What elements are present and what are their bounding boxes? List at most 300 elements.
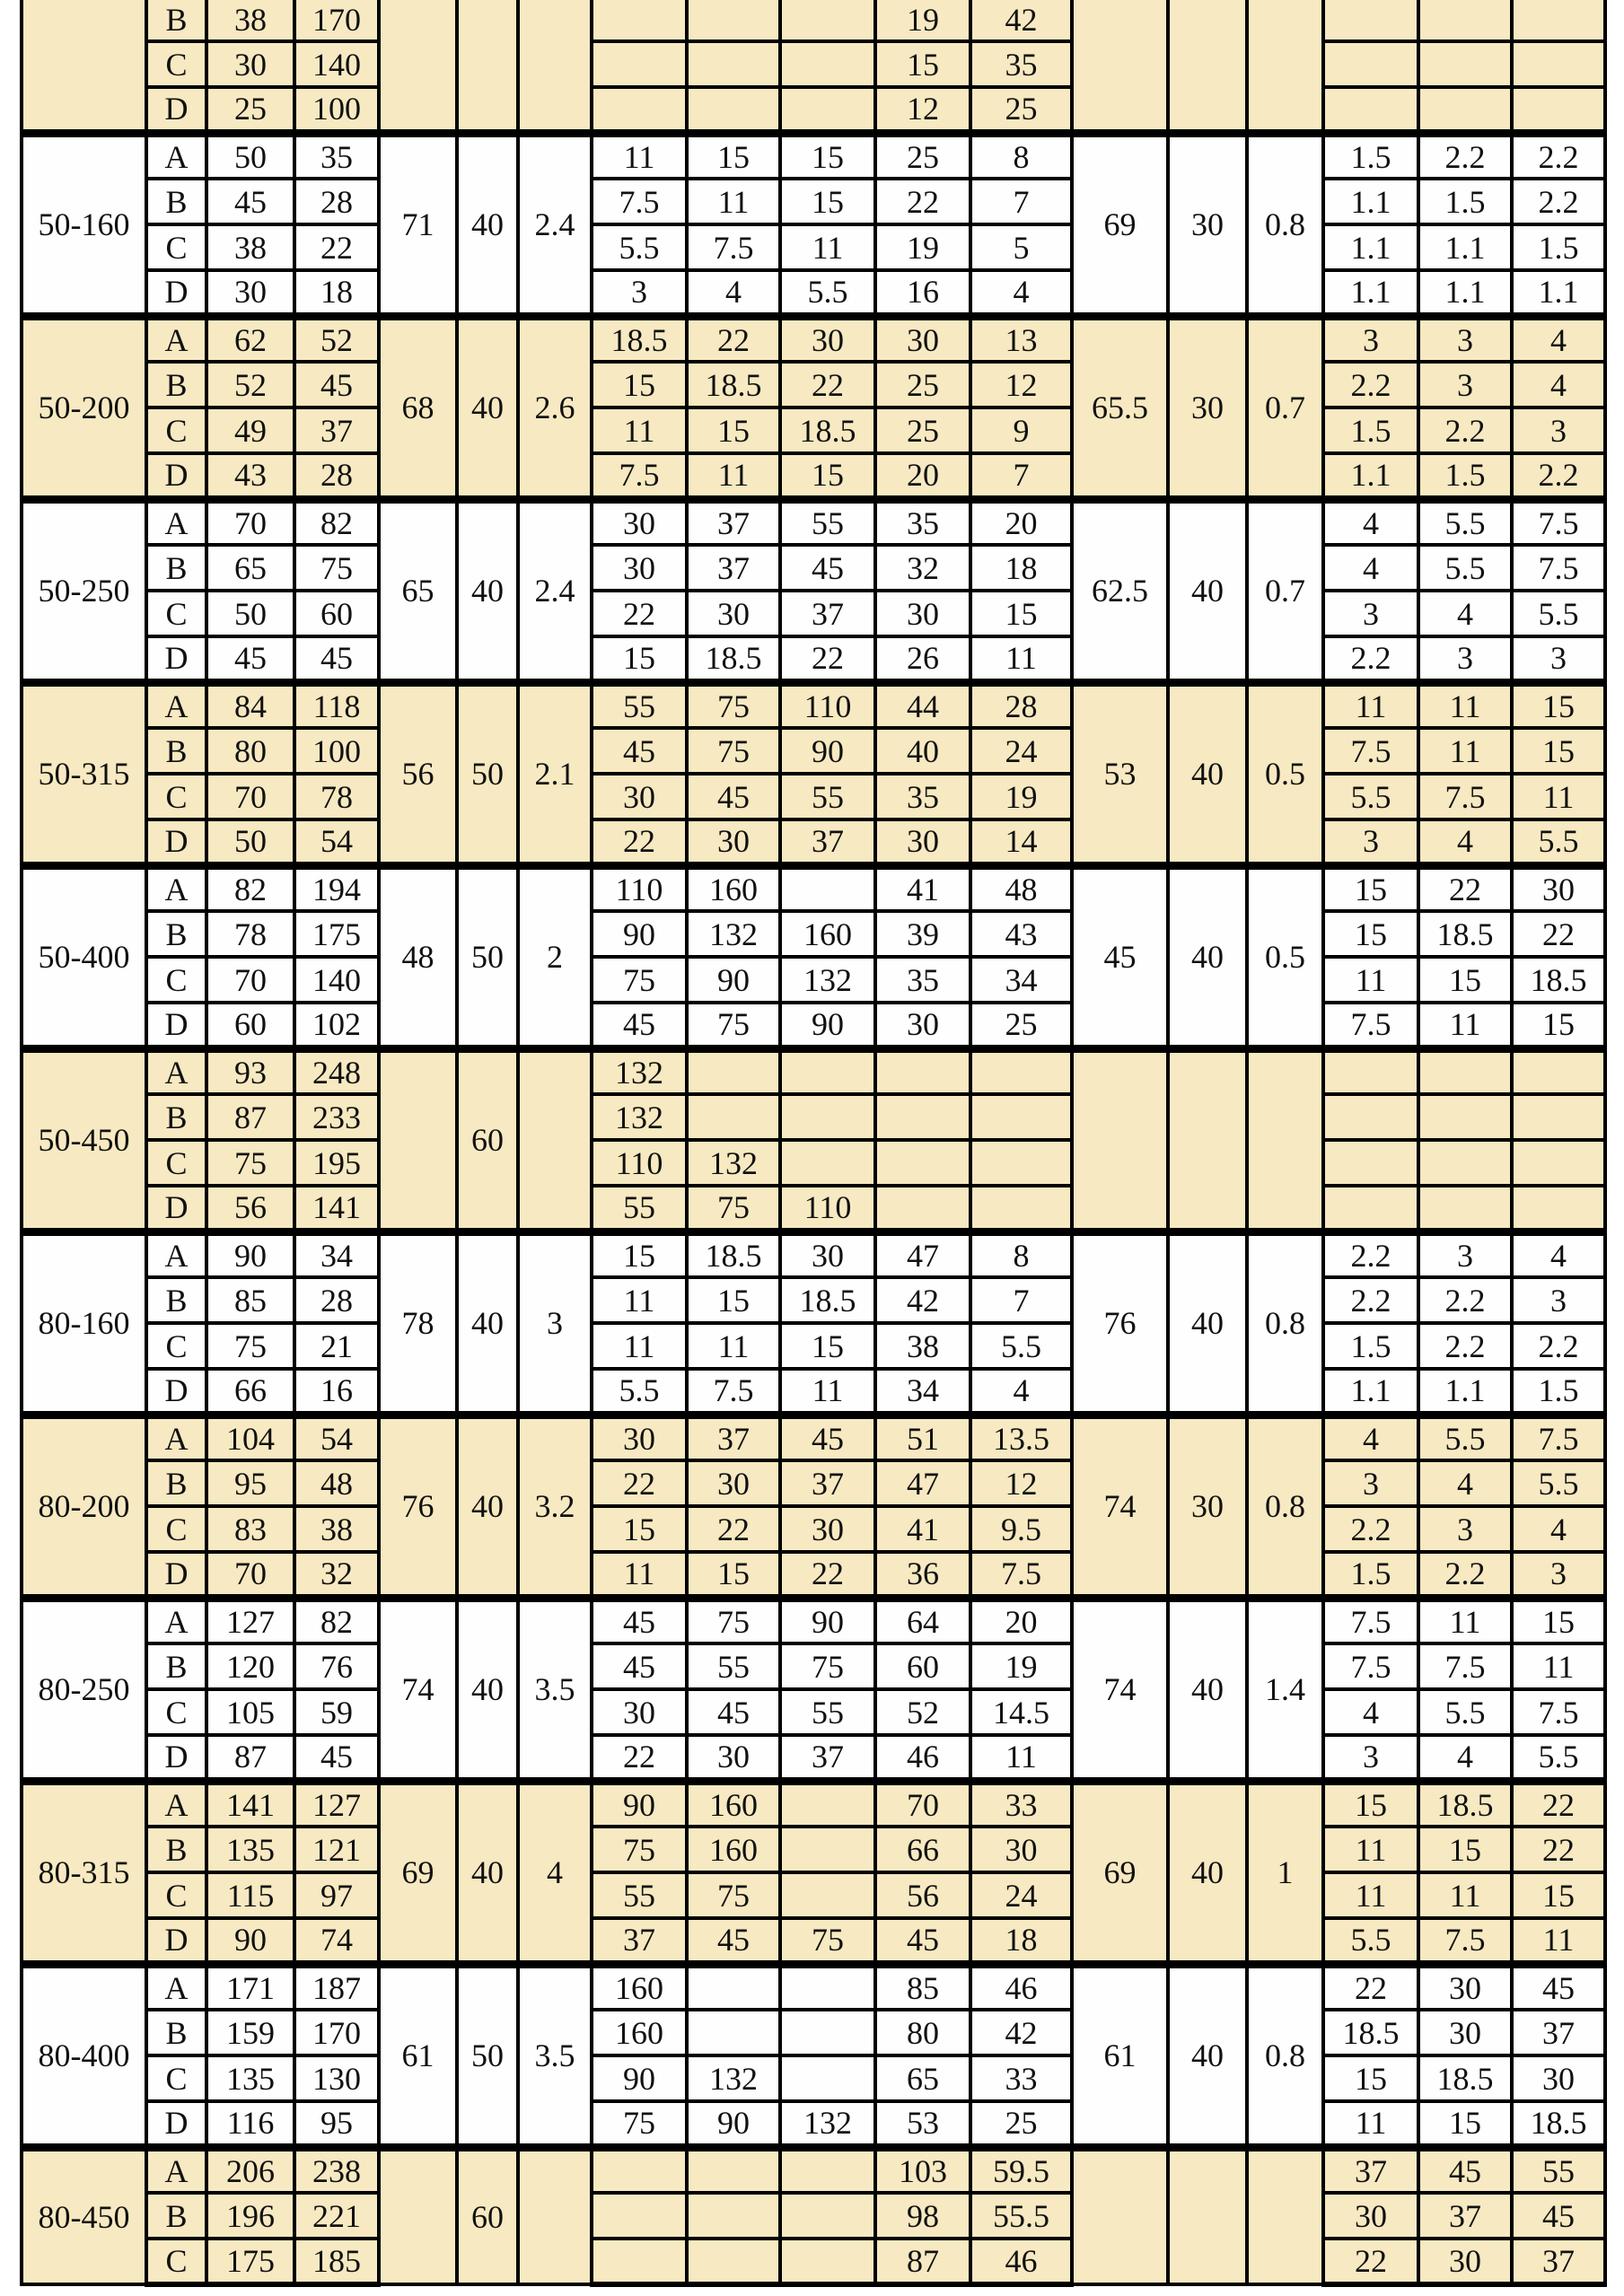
end-value-cell: 2.2 <box>1323 1231 1418 1277</box>
end-value-cell: 3 <box>1418 636 1512 682</box>
end-value-cell: 3 <box>1512 407 1605 453</box>
mid-value-cell <box>687 41 780 87</box>
end-value-cell <box>1418 41 1512 87</box>
grade-cell: B <box>146 1277 206 1323</box>
mid-value-cell: 19 <box>875 224 970 270</box>
end-value-cell: 2.2 <box>1512 179 1605 224</box>
grade-cell: B <box>146 1643 206 1689</box>
value-cell: 48 <box>294 1460 379 1506</box>
value-cell: 170 <box>294 2010 379 2055</box>
value-cell: 105 <box>206 1689 294 1735</box>
mid-value-cell: 19 <box>875 0 970 41</box>
grade-cell: C <box>146 1140 206 1186</box>
merged-left-cell: 48 <box>379 865 457 1048</box>
table-row <box>22 1506 1605 1552</box>
mid-value-cell: 11 <box>592 1277 687 1323</box>
mid-value-cell: 7 <box>970 453 1072 499</box>
mid-value-cell: 37 <box>780 1735 875 1781</box>
mid-value-cell: 22 <box>592 819 687 865</box>
merged-left-cell: 60 <box>457 2147 518 2284</box>
mid-value-cell: 39 <box>875 911 970 957</box>
end-value-cell: 7.5 <box>1418 1643 1512 1689</box>
end-value-cell: 15 <box>1323 865 1418 911</box>
mid-value-cell: 12 <box>970 1460 1072 1506</box>
end-value-cell: 5.5 <box>1418 545 1512 591</box>
mid-value-cell: 11 <box>592 1323 687 1369</box>
mid-value-cell: 160 <box>592 1964 687 2010</box>
mid-value-cell: 55 <box>592 1872 687 1918</box>
mid-value-cell: 30 <box>875 819 970 865</box>
mid-value-cell: 35 <box>875 957 970 1003</box>
mid-value-cell <box>687 0 780 41</box>
mid-value-cell <box>780 1094 875 1140</box>
end-value-cell: 1.1 <box>1418 1369 1512 1415</box>
value-cell: 49 <box>206 407 294 453</box>
grade-cell: C <box>146 407 206 453</box>
value-cell: 115 <box>206 1872 294 1918</box>
end-value-cell: 7.5 <box>1323 1003 1418 1048</box>
mid-value-cell: 11 <box>780 1369 875 1415</box>
merged-left-cell: 2.4 <box>518 499 592 682</box>
mid-value-cell <box>687 1094 780 1140</box>
mid-value-cell: 30 <box>875 316 970 362</box>
end-value-cell: 1.1 <box>1323 453 1418 499</box>
end-value-cell: 30 <box>1323 2193 1418 2239</box>
mid-value-cell: 37 <box>687 1415 780 1460</box>
mid-value-cell: 30 <box>970 1827 1072 1872</box>
value-cell: 116 <box>206 2101 294 2147</box>
merged-right-cell: 62.5 <box>1072 499 1168 682</box>
grade-cell: B <box>146 179 206 224</box>
merged-left-cell: 69 <box>379 1781 457 1964</box>
value-cell: 97 <box>294 1872 379 1918</box>
table-row <box>22 774 1605 819</box>
mid-value-cell: 34 <box>970 957 1072 1003</box>
mid-value-cell: 55 <box>780 499 875 545</box>
mid-value-cell: 9 <box>970 407 1072 453</box>
table-row <box>22 1415 1605 1460</box>
grade-cell: B <box>146 1460 206 1506</box>
value-cell: 45 <box>294 636 379 682</box>
grade-cell: C <box>146 1689 206 1735</box>
merged-left-cell <box>518 0 592 133</box>
merged-left-cell: 60 <box>457 1048 518 1231</box>
value-cell: 196 <box>206 2193 294 2239</box>
grade-cell: A <box>146 1598 206 1643</box>
value-cell: 76 <box>294 1643 379 1689</box>
table-row <box>22 1094 1605 1140</box>
end-value-cell: 1.5 <box>1323 1323 1418 1369</box>
table-row <box>22 1277 1605 1323</box>
mid-value-cell: 110 <box>592 865 687 911</box>
mid-value-cell: 30 <box>780 1231 875 1277</box>
value-cell: 85 <box>206 1277 294 1323</box>
mid-value-cell <box>592 2147 687 2193</box>
value-cell: 60 <box>206 1003 294 1048</box>
grade-cell: A <box>146 1231 206 1277</box>
mid-value-cell <box>780 1048 875 1094</box>
grade-cell: B <box>146 1827 206 1872</box>
mid-value-cell: 11 <box>970 636 1072 682</box>
mid-value-cell: 7.5 <box>687 224 780 270</box>
value-cell: 70 <box>206 499 294 545</box>
mid-value-cell: 30 <box>592 774 687 819</box>
end-value-cell: 11 <box>1418 682 1512 728</box>
merged-right-cell: 76 <box>1072 1231 1168 1415</box>
value-cell: 65 <box>206 545 294 591</box>
mid-value-cell: 132 <box>687 911 780 957</box>
value-cell: 175 <box>294 911 379 957</box>
mid-value-cell: 30 <box>687 1460 780 1506</box>
value-cell: 30 <box>206 41 294 87</box>
table-row <box>22 2147 1605 2193</box>
mid-value-cell: 22 <box>780 636 875 682</box>
mid-value-cell: 22 <box>592 1735 687 1781</box>
value-cell: 83 <box>206 1506 294 1552</box>
merged-left-cell: 40 <box>457 133 518 316</box>
end-value-cell: 2.2 <box>1512 1323 1605 1369</box>
mid-value-cell: 8 <box>970 133 1072 179</box>
grade-cell: B <box>146 2010 206 2055</box>
mid-value-cell: 35 <box>875 774 970 819</box>
end-value-cell: 22 <box>1512 911 1605 957</box>
mid-value-cell: 14 <box>970 819 1072 865</box>
mid-value-cell: 37 <box>780 591 875 636</box>
mid-value-cell: 45 <box>780 545 875 591</box>
mid-value-cell: 5 <box>970 224 1072 270</box>
grade-cell: A <box>146 1415 206 1460</box>
mid-value-cell: 22 <box>592 591 687 636</box>
merged-left-cell: 2.6 <box>518 316 592 499</box>
grade-cell: A <box>146 1781 206 1827</box>
end-value-cell: 3 <box>1323 591 1418 636</box>
mid-value-cell: 11 <box>687 1323 780 1369</box>
mid-value-cell <box>780 41 875 87</box>
end-value-cell: 3 <box>1512 1277 1605 1323</box>
grade-cell: A <box>146 133 206 179</box>
end-value-cell: 3 <box>1512 1552 1605 1598</box>
model-cell: 80-250 <box>22 1598 146 1781</box>
mid-value-cell: 11 <box>592 1552 687 1598</box>
mid-value-cell: 75 <box>687 728 780 774</box>
table-row <box>22 0 1605 41</box>
value-cell: 18 <box>294 270 379 316</box>
end-value-cell: 15 <box>1512 682 1605 728</box>
end-value-cell: 22 <box>1418 865 1512 911</box>
end-value-cell: 3 <box>1323 1460 1418 1506</box>
value-cell: 70 <box>206 1552 294 1598</box>
mid-value-cell: 75 <box>687 682 780 728</box>
grade-cell: C <box>146 957 206 1003</box>
mid-value-cell: 18.5 <box>687 636 780 682</box>
end-value-cell: 1.5 <box>1418 179 1512 224</box>
mid-value-cell: 19 <box>970 774 1072 819</box>
table-row <box>22 545 1605 591</box>
mid-value-cell: 33 <box>970 2055 1072 2101</box>
end-value-cell: 3 <box>1323 1735 1418 1781</box>
end-value-cell: 11 <box>1323 682 1418 728</box>
end-value-cell: 30 <box>1512 865 1605 911</box>
mid-value-cell: 45 <box>592 1003 687 1048</box>
table-row <box>22 1140 1605 1186</box>
merged-right-cell: 30 <box>1168 133 1247 316</box>
mid-value-cell: 5.5 <box>592 224 687 270</box>
mid-value-cell: 22 <box>592 1460 687 1506</box>
mid-value-cell: 110 <box>592 1140 687 1186</box>
merged-left-cell: 4 <box>518 1781 592 1964</box>
mid-value-cell: 22 <box>780 362 875 407</box>
merged-right-cell: 0.5 <box>1247 865 1323 1048</box>
grade-cell: D <box>146 1003 206 1048</box>
model-cell: 50-450 <box>22 1048 146 1231</box>
mid-value-cell: 46 <box>970 2239 1072 2284</box>
table-row <box>22 453 1605 499</box>
mid-value-cell: 25 <box>970 87 1072 133</box>
merged-left-cell: 78 <box>379 1231 457 1415</box>
end-value-cell: 30 <box>1418 2010 1512 2055</box>
end-value-cell: 5.5 <box>1512 1735 1605 1781</box>
mid-value-cell: 41 <box>875 865 970 911</box>
end-value-cell: 37 <box>1512 2239 1605 2284</box>
table-row <box>22 1048 1605 1094</box>
mid-value-cell: 98 <box>875 2193 970 2239</box>
value-cell: 80 <box>206 728 294 774</box>
value-cell: 75 <box>294 545 379 591</box>
value-cell: 95 <box>206 1460 294 1506</box>
end-value-cell: 15 <box>1512 728 1605 774</box>
value-cell: 74 <box>294 1918 379 1964</box>
mid-value-cell: 4 <box>970 1369 1072 1415</box>
value-cell: 78 <box>206 911 294 957</box>
grade-cell: D <box>146 636 206 682</box>
mid-value-cell: 22 <box>687 316 780 362</box>
end-value-cell: 3 <box>1512 636 1605 682</box>
end-value-cell: 4 <box>1418 591 1512 636</box>
end-value-cell: 1.1 <box>1323 179 1418 224</box>
mid-value-cell: 110 <box>780 1186 875 1231</box>
merged-left-cell: 2.1 <box>518 682 592 865</box>
mid-value-cell <box>780 865 875 911</box>
end-value-cell: 37 <box>1512 2010 1605 2055</box>
mid-value-cell: 22 <box>780 1552 875 1598</box>
mid-value-cell: 28 <box>970 682 1072 728</box>
value-cell: 54 <box>294 819 379 865</box>
merged-left-cell: 40 <box>457 316 518 499</box>
mid-value-cell: 18.5 <box>780 1277 875 1323</box>
end-value-cell <box>1323 1186 1418 1231</box>
merged-left-cell: 50 <box>457 1964 518 2147</box>
value-cell: 206 <box>206 2147 294 2193</box>
table-row <box>22 1598 1605 1643</box>
table-row <box>22 1460 1605 1506</box>
merged-left-cell: 61 <box>379 1964 457 2147</box>
end-value-cell <box>1323 87 1418 133</box>
mid-value-cell: 30 <box>592 1689 687 1735</box>
end-value-cell: 5.5 <box>1323 1918 1418 1964</box>
value-cell: 62 <box>206 316 294 362</box>
end-value-cell <box>1418 1048 1512 1094</box>
end-value-cell <box>1512 87 1605 133</box>
mid-value-cell: 5.5 <box>970 1323 1072 1369</box>
mid-value-cell <box>780 0 875 41</box>
mid-value-cell <box>780 1781 875 1827</box>
merged-left-cell: 50 <box>457 682 518 865</box>
end-value-cell: 4 <box>1512 1231 1605 1277</box>
mid-value-cell: 87 <box>875 2239 970 2284</box>
mid-value-cell: 55 <box>780 774 875 819</box>
mid-value-cell: 15 <box>780 179 875 224</box>
end-value-cell: 22 <box>1323 1964 1418 2010</box>
model-cell: 80-200 <box>22 1415 146 1598</box>
mid-value-cell: 12 <box>875 87 970 133</box>
end-value-cell: 1.1 <box>1323 1369 1418 1415</box>
mid-value-cell: 160 <box>592 2010 687 2055</box>
mid-value-cell <box>592 41 687 87</box>
merged-left-cell <box>379 0 457 133</box>
merged-left-cell: 40 <box>457 1415 518 1598</box>
end-value-cell: 15 <box>1512 1003 1605 1048</box>
model-cell: 80-450 <box>22 2147 146 2284</box>
value-cell: 93 <box>206 1048 294 1094</box>
mid-value-cell: 8 <box>970 1231 1072 1277</box>
mid-value-cell: 25 <box>875 362 970 407</box>
value-cell: 84 <box>206 682 294 728</box>
end-value-cell: 7.5 <box>1512 545 1605 591</box>
mid-value-cell <box>875 1094 970 1140</box>
mid-value-cell: 33 <box>970 1781 1072 1827</box>
end-value-cell: 11 <box>1323 2101 1418 2147</box>
end-value-cell: 5.5 <box>1512 819 1605 865</box>
end-value-cell: 5.5 <box>1512 1460 1605 1506</box>
grade-cell: D <box>146 270 206 316</box>
mid-value-cell: 13 <box>970 316 1072 362</box>
mid-value-cell: 18.5 <box>780 407 875 453</box>
value-cell: 75 <box>206 1140 294 1186</box>
end-value-cell: 22 <box>1323 2239 1418 2284</box>
table-row <box>22 1643 1605 1689</box>
end-value-cell: 15 <box>1323 1781 1418 1827</box>
value-cell: 104 <box>206 1415 294 1460</box>
mid-value-cell: 15 <box>780 133 875 179</box>
end-value-cell: 5.5 <box>1418 1689 1512 1735</box>
mid-value-cell <box>592 2239 687 2284</box>
value-cell: 135 <box>206 2055 294 2101</box>
mid-value-cell: 25 <box>875 133 970 179</box>
mid-value-cell: 42 <box>875 1277 970 1323</box>
table-row <box>22 1552 1605 1598</box>
value-cell: 95 <box>294 2101 379 2147</box>
mid-value-cell <box>687 87 780 133</box>
end-value-cell: 18.5 <box>1512 2101 1605 2147</box>
end-value-cell: 4 <box>1512 316 1605 362</box>
end-value-cell: 5.5 <box>1418 499 1512 545</box>
mid-value-cell: 7 <box>970 179 1072 224</box>
mid-value-cell: 18 <box>970 545 1072 591</box>
merged-right-cell: 0.8 <box>1247 1231 1323 1415</box>
grade-cell: B <box>146 1094 206 1140</box>
table-row <box>22 41 1605 87</box>
table-row <box>22 407 1605 453</box>
end-value-cell: 18.5 <box>1512 957 1605 1003</box>
merged-left-cell: 3.5 <box>518 1964 592 2147</box>
table-row <box>22 911 1605 957</box>
mid-value-cell: 45 <box>592 1598 687 1643</box>
merged-right-cell <box>1072 0 1168 133</box>
table-row <box>22 224 1605 270</box>
end-value-cell: 7.5 <box>1512 1689 1605 1735</box>
mid-value-cell: 4 <box>687 270 780 316</box>
value-cell: 238 <box>294 2147 379 2193</box>
table-row <box>22 1369 1605 1415</box>
mid-value-cell: 132 <box>592 1048 687 1094</box>
table-row <box>22 1964 1605 2010</box>
end-value-cell <box>1418 1186 1512 1231</box>
table-row <box>22 636 1605 682</box>
mid-value-cell: 30 <box>780 1506 875 1552</box>
grade-cell: B <box>146 362 206 407</box>
table-row <box>22 1781 1605 1827</box>
mid-value-cell <box>875 1186 970 1231</box>
value-cell: 50 <box>206 591 294 636</box>
value-cell: 22 <box>294 224 379 270</box>
end-value-cell: 11 <box>1418 1872 1512 1918</box>
mid-value-cell: 90 <box>592 911 687 957</box>
mid-value-cell: 24 <box>970 1872 1072 1918</box>
merged-right-cell <box>1072 1048 1168 1231</box>
mid-value-cell: 45 <box>687 1689 780 1735</box>
end-value-cell: 2.2 <box>1323 1506 1418 1552</box>
mid-value-cell: 40 <box>875 728 970 774</box>
end-value-cell: 37 <box>1323 2147 1418 2193</box>
end-value-cell <box>1418 0 1512 41</box>
merged-right-cell: 40 <box>1168 1598 1247 1781</box>
merged-right-cell <box>1168 0 1247 133</box>
grade-cell: D <box>146 453 206 499</box>
merged-left-cell <box>518 1048 592 1231</box>
mid-value-cell: 16 <box>875 270 970 316</box>
value-cell: 45 <box>294 362 379 407</box>
mid-value-cell: 37 <box>592 1918 687 1964</box>
end-value-cell: 7.5 <box>1512 499 1605 545</box>
value-cell: 50 <box>206 819 294 865</box>
table-row <box>22 1827 1605 1872</box>
end-value-cell <box>1418 1140 1512 1186</box>
end-value-cell: 1.5 <box>1323 1552 1418 1598</box>
mid-value-cell <box>970 1094 1072 1140</box>
merged-right-cell: 61 <box>1072 1964 1168 2147</box>
value-cell: 35 <box>294 133 379 179</box>
mid-value-cell: 20 <box>875 453 970 499</box>
end-value-cell: 3 <box>1418 1506 1512 1552</box>
value-cell: 38 <box>206 224 294 270</box>
merged-left-cell <box>518 2147 592 2284</box>
end-value-cell: 15 <box>1418 1827 1512 1872</box>
value-cell: 75 <box>206 1323 294 1369</box>
mid-value-cell <box>780 87 875 133</box>
end-value-cell <box>1323 1094 1418 1140</box>
mid-value-cell: 11 <box>780 224 875 270</box>
value-cell: 56 <box>206 1186 294 1231</box>
value-cell: 59 <box>294 1689 379 1735</box>
mid-value-cell: 37 <box>687 499 780 545</box>
mid-value-cell <box>875 1140 970 1186</box>
merged-left-cell <box>379 2147 457 2284</box>
value-cell: 43 <box>206 453 294 499</box>
grade-cell: A <box>146 499 206 545</box>
mid-value-cell: 51 <box>875 1415 970 1460</box>
mid-value-cell: 15 <box>592 1506 687 1552</box>
end-value-cell: 15 <box>1512 1872 1605 1918</box>
